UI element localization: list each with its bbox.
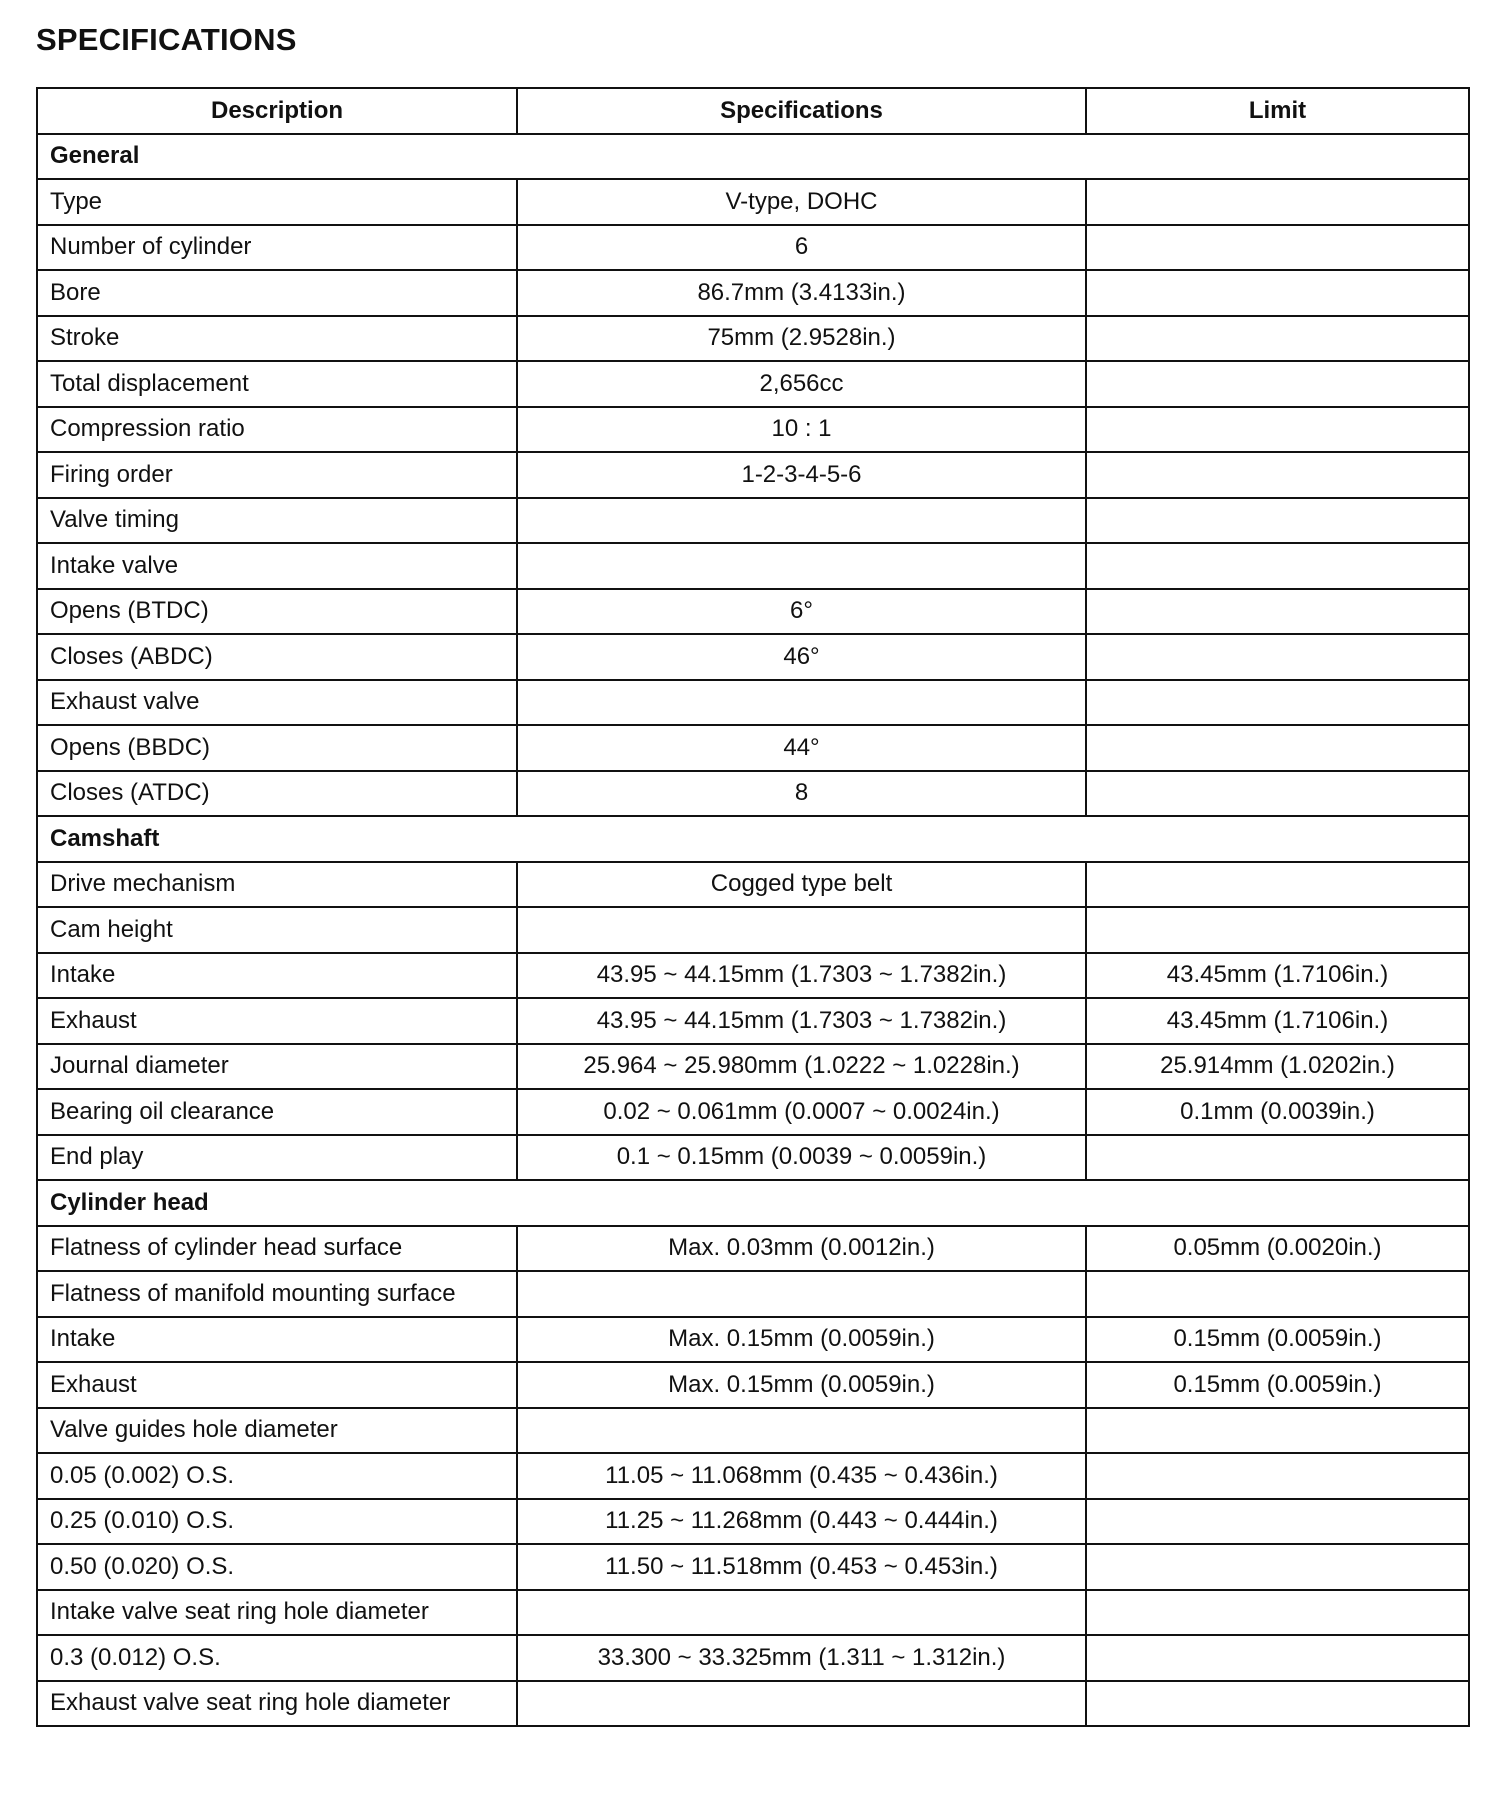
specification-cell	[517, 907, 1086, 953]
limit-cell	[1086, 1681, 1469, 1727]
specification-cell: 6°	[517, 589, 1086, 635]
table-row	[37, 998, 1469, 1044]
table-row	[37, 680, 1469, 726]
specification-cell: 0.02 ~ 0.061mm (0.0007 ~ 0.0024in.)	[517, 1089, 1086, 1135]
description-cell: Cam height	[37, 907, 517, 953]
description-cell: 0.05 (0.002) O.S.	[37, 1453, 517, 1499]
description-cell: Drive mechanism	[37, 862, 517, 908]
limit-cell	[1086, 589, 1469, 635]
limit-cell	[1086, 270, 1469, 316]
limit-cell	[1086, 1499, 1469, 1545]
description-cell: Number of cylinder	[37, 225, 517, 271]
specification-cell: 11.50 ~ 11.518mm (0.453 ~ 0.453in.)	[517, 1544, 1086, 1590]
specification-cell: 2,656cc	[517, 361, 1086, 407]
specification-cell: 8	[517, 771, 1086, 817]
description-cell: Intake valve	[37, 543, 517, 589]
table-row	[37, 862, 1469, 908]
limit-cell	[1086, 1635, 1469, 1681]
table-row	[37, 771, 1469, 817]
limit-cell	[1086, 179, 1469, 225]
limit-cell	[1086, 316, 1469, 362]
limit-cell	[1086, 1453, 1469, 1499]
table-row	[37, 270, 1469, 316]
table-row	[37, 1408, 1469, 1454]
specification-cell	[517, 680, 1086, 726]
description-cell: Compression ratio	[37, 407, 517, 453]
description-cell: Type	[37, 179, 517, 225]
specification-cell: Cogged type belt	[517, 862, 1086, 908]
specification-cell	[517, 1590, 1086, 1636]
specification-cell: 11.05 ~ 11.068mm (0.435 ~ 0.436in.)	[517, 1453, 1086, 1499]
limit-cell	[1086, 225, 1469, 271]
specification-cell: V-type, DOHC	[517, 179, 1086, 225]
limit-cell	[1086, 407, 1469, 453]
table-row	[37, 953, 1469, 999]
description-cell: Closes (ATDC)	[37, 771, 517, 817]
limit-cell	[1086, 634, 1469, 680]
description-cell: Total displacement	[37, 361, 517, 407]
table-row	[37, 452, 1469, 498]
table-row	[37, 361, 1469, 407]
description-cell: Flatness of cylinder head surface	[37, 1226, 517, 1272]
description-cell: Flatness of manifold mounting surface	[37, 1271, 517, 1317]
section-heading: General	[37, 134, 1469, 180]
specification-cell: 33.300 ~ 33.325mm (1.311 ~ 1.312in.)	[517, 1635, 1086, 1681]
section-row	[37, 816, 1469, 862]
description-cell: Valve timing	[37, 498, 517, 544]
table-row	[37, 1590, 1469, 1636]
specification-cell: Max. 0.15mm (0.0059in.)	[517, 1317, 1086, 1363]
table-row	[37, 1089, 1469, 1135]
table-row	[37, 1681, 1469, 1727]
table-row	[37, 1044, 1469, 1090]
limit-cell	[1086, 452, 1469, 498]
table-row	[37, 407, 1469, 453]
table-header-row	[37, 88, 1469, 134]
section-heading: Camshaft	[37, 816, 1469, 862]
specification-cell: 25.964 ~ 25.980mm (1.0222 ~ 1.0228in.)	[517, 1044, 1086, 1090]
table-row	[37, 1544, 1469, 1590]
limit-cell	[1086, 498, 1469, 544]
description-cell: Exhaust	[37, 1362, 517, 1408]
specification-cell	[517, 498, 1086, 544]
description-cell: Intake	[37, 1317, 517, 1363]
description-cell: End play	[37, 1135, 517, 1181]
description-cell: Bearing oil clearance	[37, 1089, 517, 1135]
specification-cell: Max. 0.03mm (0.0012in.)	[517, 1226, 1086, 1272]
limit-cell: 43.45mm (1.7106in.)	[1086, 998, 1469, 1044]
section-row	[37, 1180, 1469, 1226]
table-row	[37, 1499, 1469, 1545]
table-row	[37, 225, 1469, 271]
description-cell: Bore	[37, 270, 517, 316]
description-cell: Intake valve seat ring hole diameter	[37, 1590, 517, 1636]
limit-cell	[1086, 1590, 1469, 1636]
limit-cell	[1086, 543, 1469, 589]
page-title: SPECIFICATIONS	[36, 22, 297, 57]
description-cell: Journal diameter	[37, 1044, 517, 1090]
specification-cell	[517, 1408, 1086, 1454]
limit-cell	[1086, 1135, 1469, 1181]
specification-cell	[517, 543, 1086, 589]
table-row	[37, 634, 1469, 680]
table-row	[37, 1453, 1469, 1499]
table-row	[37, 316, 1469, 362]
table-row	[37, 543, 1469, 589]
table-row	[37, 1635, 1469, 1681]
table-row	[37, 1226, 1469, 1272]
limit-cell: 0.15mm (0.0059in.)	[1086, 1317, 1469, 1363]
description-cell: Intake	[37, 953, 517, 999]
description-cell: 0.50 (0.020) O.S.	[37, 1544, 517, 1590]
table-row	[37, 498, 1469, 544]
limit-cell	[1086, 1408, 1469, 1454]
table-row	[37, 589, 1469, 635]
table-row	[37, 179, 1469, 225]
limit-cell	[1086, 361, 1469, 407]
limit-cell	[1086, 680, 1469, 726]
table-row	[37, 1271, 1469, 1317]
specification-cell	[517, 1271, 1086, 1317]
description-cell: Opens (BBDC)	[37, 725, 517, 771]
table-row	[37, 1317, 1469, 1363]
table-row	[37, 1135, 1469, 1181]
description-cell: Firing order	[37, 452, 517, 498]
description-cell: Exhaust valve	[37, 680, 517, 726]
description-cell: Exhaust valve seat ring hole diameter	[37, 1681, 517, 1727]
limit-cell: 0.15mm (0.0059in.)	[1086, 1362, 1469, 1408]
limit-cell	[1086, 771, 1469, 817]
specification-cell: 6	[517, 225, 1086, 271]
table-row	[37, 725, 1469, 771]
table-row	[37, 907, 1469, 953]
specification-cell	[517, 1681, 1086, 1727]
limit-cell	[1086, 1271, 1469, 1317]
specification-cell: Max. 0.15mm (0.0059in.)	[517, 1362, 1086, 1408]
limit-cell: 0.05mm (0.0020in.)	[1086, 1226, 1469, 1272]
limit-cell	[1086, 1544, 1469, 1590]
specification-cell: 43.95 ~ 44.15mm (1.7303 ~ 1.7382in.)	[517, 998, 1086, 1044]
section-row	[37, 134, 1469, 180]
specification-cell: 10 : 1	[517, 407, 1086, 453]
specifications-table	[36, 87, 1470, 1727]
section-heading: Cylinder head	[37, 1180, 1469, 1226]
description-cell: 0.25 (0.010) O.S.	[37, 1499, 517, 1545]
limit-cell	[1086, 725, 1469, 771]
description-cell: Valve guides hole diameter	[37, 1408, 517, 1454]
specification-cell: 75mm (2.9528in.)	[517, 316, 1086, 362]
specification-cell: 0.1 ~ 0.15mm (0.0039 ~ 0.0059in.)	[517, 1135, 1086, 1181]
description-cell: Exhaust	[37, 998, 517, 1044]
limit-cell: 43.45mm (1.7106in.)	[1086, 953, 1469, 999]
specification-cell: 46°	[517, 634, 1086, 680]
header-limit: Limit	[1086, 88, 1469, 134]
description-cell: 0.3 (0.012) O.S.	[37, 1635, 517, 1681]
description-cell: Opens (BTDC)	[37, 589, 517, 635]
limit-cell	[1086, 862, 1469, 908]
header-specifications: Specifications	[517, 88, 1086, 134]
limit-cell: 25.914mm (1.0202in.)	[1086, 1044, 1469, 1090]
limit-cell: 0.1mm (0.0039in.)	[1086, 1089, 1469, 1135]
specification-cell: 43.95 ~ 44.15mm (1.7303 ~ 1.7382in.)	[517, 953, 1086, 999]
specification-cell: 86.7mm (3.4133in.)	[517, 270, 1086, 316]
limit-cell	[1086, 907, 1469, 953]
description-cell: Closes (ABDC)	[37, 634, 517, 680]
header-description: Description	[37, 88, 517, 134]
specification-cell: 11.25 ~ 11.268mm (0.443 ~ 0.444in.)	[517, 1499, 1086, 1545]
specification-cell: 44°	[517, 725, 1086, 771]
description-cell: Stroke	[37, 316, 517, 362]
table-row	[37, 1362, 1469, 1408]
specification-cell: 1-2-3-4-5-6	[517, 452, 1086, 498]
